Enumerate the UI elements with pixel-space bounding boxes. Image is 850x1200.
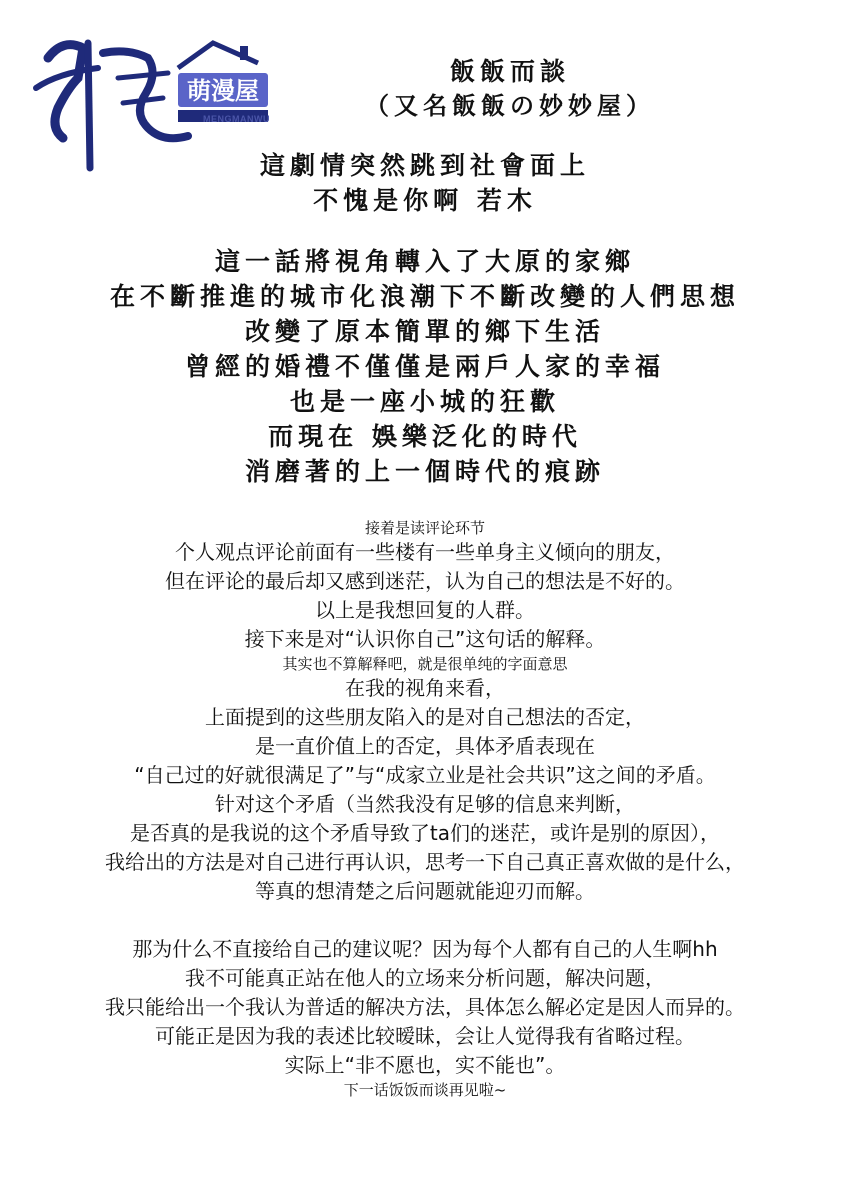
intro-line: 這劇情突然跳到社會面上: [259, 151, 590, 180]
story-line: 在不斷推進的城市化浪潮下不斷改變的人們思想: [109, 282, 740, 311]
logo-wordmark: MENGMANWU: [203, 114, 270, 124]
comment-line: 我只能给出一个我认为普适的解决方法，具体怎么解必定是因人而异的。: [105, 995, 745, 1019]
comment-line: 针对这个矛盾（当然我没有足够的信息来判断，: [215, 792, 635, 816]
story-line: 也是一座小城的狂歡: [289, 387, 560, 416]
comment-line: 那为什么不直接给自己的建议呢？因为每个人都有自己的人生啊hh: [132, 937, 718, 961]
comment-line: 我不可能真正站在他人的立场来分析问题，解决问题，: [185, 966, 665, 990]
comment-line: 但在评论的最后却又感到迷茫，认为自己的想法是不好的。: [165, 569, 685, 593]
comment-line: 是否真的是我说的这个矛盾导致了ta们的迷茫，或许是别的原因），: [129, 821, 721, 845]
comment-line: 上面提到的这些朋友陷入的是对自己想法的否定，: [205, 705, 645, 729]
comment-line: 接下来是对“认识你自己”这句话的解释。: [244, 627, 606, 651]
comment-line: “自己过的好就很满足了”与“成家立业是社会共识”这之间的矛盾。: [134, 763, 716, 787]
column-subtitle: （又名飯飯の妙妙屋）: [365, 91, 655, 120]
comment-line: 我给出的方法是对自己进行再认识，思考一下自己真正喜欢做的是什么，: [105, 850, 745, 874]
paragraph-gap: [0, 906, 850, 935]
comment-header: 接着是读评论环节: [364, 519, 485, 537]
svg-text:萌漫屋: 萌漫屋: [187, 77, 259, 105]
comment-footer: 下一话饭饭而谈再见啦~: [343, 1081, 507, 1099]
column-title: 飯飯而談: [449, 57, 570, 86]
comment-section: [0, 518, 850, 1100]
comment-line: 是一直价值上的否定，具体矛盾表现在: [255, 734, 595, 758]
story-line: 消磨著的上一個時代的痕跡: [244, 457, 605, 486]
story-line: 而現在 娛樂泛化的時代: [268, 422, 582, 451]
comment-line: 实际上“非不愿也，实不能也”。: [284, 1053, 566, 1077]
comment-line: 可能正是因为我的表述比较暧昧，会让人觉得我有省略过程。: [155, 1024, 695, 1048]
intro-line: 不愧是你啊 若木: [313, 186, 537, 215]
story-block: [0, 244, 850, 489]
comment-line: 以上是我想回复的人群。: [315, 598, 535, 622]
story-line: 改變了原本簡單的鄉下生活: [244, 317, 605, 346]
comment-line: 个人观点评论前面有一些楼有一些单身主义倾向的朋友，: [175, 540, 675, 564]
comment-line: 在我的视角来看，: [345, 676, 505, 700]
comment-note: 其实也不算解释吧，就是很单纯的字面意思: [282, 655, 568, 673]
comment-line: 等真的想清楚之后问题就能迎刃而解。: [255, 879, 595, 903]
story-line: 這一話將視角轉入了大原的家鄉: [214, 247, 635, 276]
intro-block: [0, 148, 850, 218]
story-line: 曾經的婚禮不僅僅是兩戶人家的幸福: [184, 352, 665, 381]
